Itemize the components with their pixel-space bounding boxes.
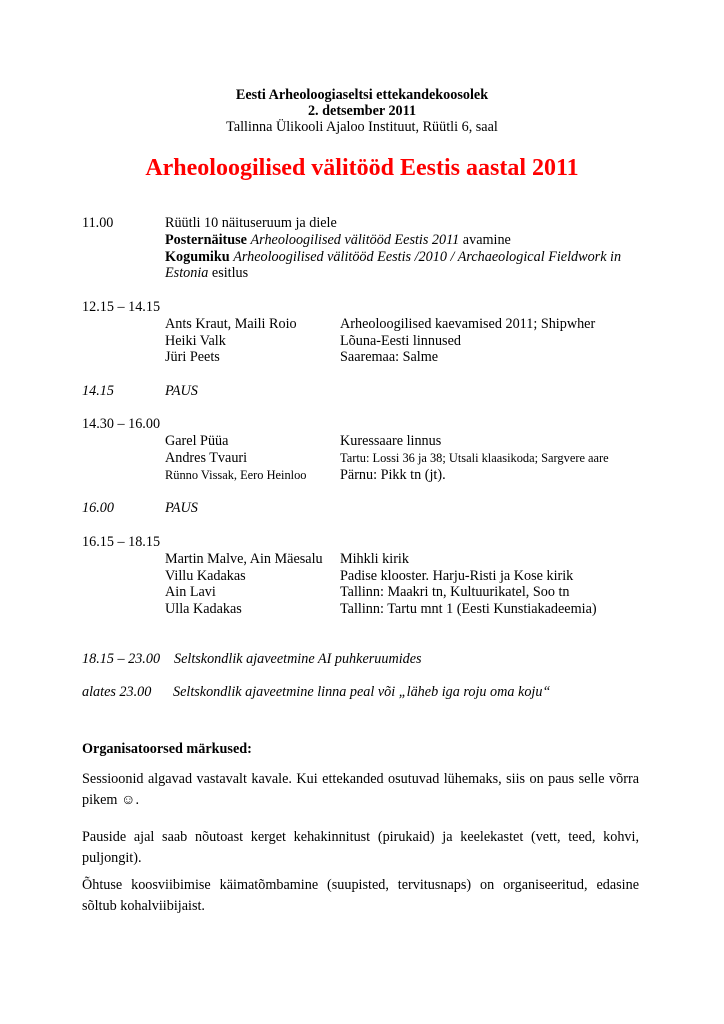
opening-time: 11.00 <box>82 215 114 231</box>
talk-topic: Padise klooster. Harju-Risti ja Kose kirik <box>340 568 574 584</box>
talk-topic: Tallinn: Maakri tn, Kultuurikatel, Soo tn <box>340 584 570 600</box>
opening-line-4 <box>165 265 248 281</box>
talk-speakers: Ants Kraut, Maili Roio <box>165 316 297 332</box>
break-time: 16.00 <box>82 500 114 516</box>
talk-topic: Lõuna-Eesti linnused <box>340 333 461 349</box>
notes-heading: Organisatoorsed märkused: <box>82 741 252 757</box>
poster-suffix: avamine <box>462 232 511 248</box>
talk-speakers: Rünno Vissak, Eero Heinloo <box>165 468 307 482</box>
collection-suffix: esitlus <box>211 265 249 281</box>
collection-title-cont: Estonia <box>165 265 209 281</box>
talk-topic: Tallinn: Tartu mnt 1 (Eesti Kunstiakadeemia) <box>340 601 597 617</box>
session-time: 12.15 – 14.15 <box>82 299 161 315</box>
talk-topic: Mihkli kirik <box>340 551 409 567</box>
talk-topic: Kuressaare linnus <box>340 433 442 449</box>
notes-paragraph: Pauside ajal saab nõutoast kerget kehakinnitust (pirukaid) ja keelekastet (vett, teed, kohvi, puljongit). <box>82 829 639 866</box>
opening-line-2 <box>165 232 511 248</box>
talk-topic: Arheoloogilised kaevamised 2011; Shipwher <box>340 316 596 332</box>
talk-speakers: Ulla Kadakas <box>165 601 242 617</box>
notes-paragraph: Sessioonid algavad vastavalt kavale. Kui ettekanded osutuvad lühemaks, siis on paus selle võrra pikem ☺. <box>82 771 639 808</box>
evening-text: Seltskondlik ajaveetmine AI puhkeruumides <box>174 651 422 667</box>
collection-title: Arheoloogilised välitööd Eestis /2010 / Archaeological Fieldwork in <box>233 249 622 265</box>
session-time: 16.15 – 18.15 <box>82 534 161 550</box>
talk-topic: Tartu: Lossi 36 ja 38; Utsali klaasikoda; Sargvere aare <box>340 451 609 465</box>
talk-speakers: Ain Lavi <box>165 584 216 600</box>
talk-speakers: Jüri Peets <box>165 349 220 365</box>
talk-speakers: Andres Tvauri <box>165 450 248 466</box>
collection-label: Kogumiku <box>165 249 230 265</box>
evening-time: alates 23.00 <box>82 684 152 700</box>
talk-speakers: Garel Püüa <box>165 433 229 449</box>
opening-line-1: Rüütli 10 näituseruum ja diele <box>165 215 337 231</box>
talk-speakers: Heiki Valk <box>165 333 226 349</box>
venue-line: Tallinna Ülikooli Ajaloo Instituut, Rüütli 6, saal <box>226 119 498 135</box>
break-label: PAUS <box>165 383 198 399</box>
org-line: Eesti Arheoloogiaseltsi ettekandekoosolek <box>235 87 489 103</box>
page-title: Arheoloogilised välitööd Eestis aastal 2011 <box>145 155 579 181</box>
break-time: 14.15 <box>82 383 114 399</box>
evening-time: 18.15 – 23.00 <box>82 651 161 667</box>
break-label: PAUS <box>165 500 198 516</box>
date-line: 2. detsember 2011 <box>307 103 417 119</box>
poster-label: Posternäituse <box>165 232 247 248</box>
talk-topic: Saaremaa: Salme <box>340 349 439 365</box>
notes-paragraph: Õhtuse koosviibimise käimatõmbamine (suupisted, tervitusnaps) on organiseeritud, edasine sõltub kohalviibijaist. <box>82 877 639 914</box>
talk-speakers: Martin Malve, Ain Mäesalu <box>165 551 323 567</box>
talk-speakers: Villu Kadakas <box>165 568 246 584</box>
talk-topic: Pärnu: Pikk tn (jt). <box>340 467 446 483</box>
session-time: 14.30 – 16.00 <box>82 416 161 432</box>
evening-text: Seltskondlik ajaveetmine linna peal või „läheb iga roju oma koju“ <box>173 684 551 700</box>
poster-title: Arheoloogilised välitööd Eestis 2011 <box>250 232 460 248</box>
opening-line-3 <box>165 249 621 265</box>
